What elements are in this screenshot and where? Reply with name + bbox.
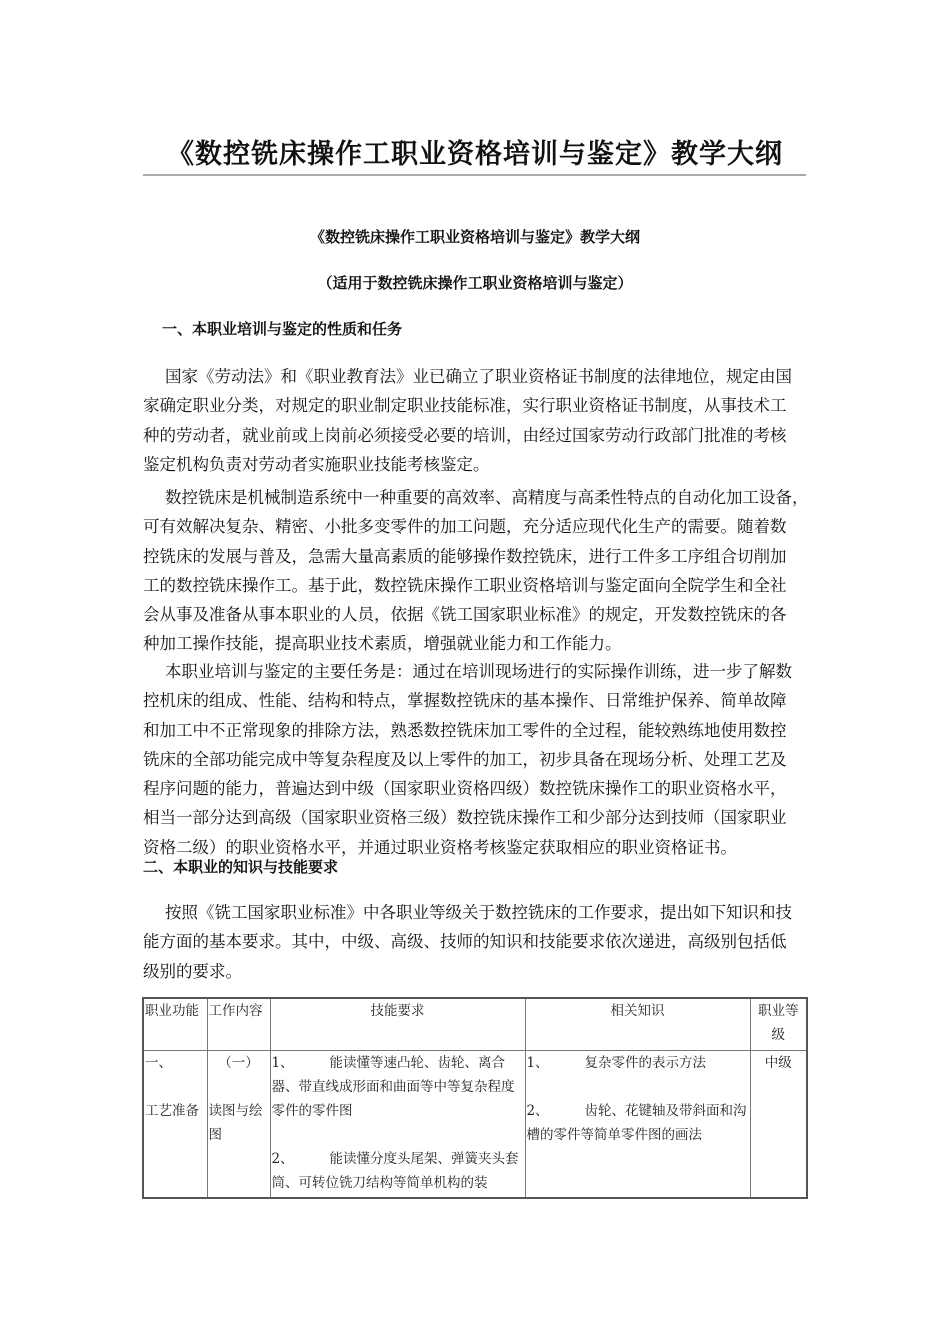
knowledge-item (527, 1099, 749, 1147)
paragraph-1 (143, 362, 813, 479)
text-line: 鉴定机构负责对劳动者实施职业技能考核鉴定。 (143, 454, 490, 474)
title-divider (143, 174, 806, 176)
item-number: 2、 (526, 1102, 549, 1119)
text-line: 铣床的全部功能完成中等复杂程度及以上零件的加工，初步具备在现场分析、处理工艺及 (143, 749, 787, 769)
text-line: 数控铣床是机械制造系统中一种重要的高效率、高精度与高柔性特点的自动化加工设备， (165, 488, 809, 507)
cell-text: 一、 (145, 1054, 172, 1071)
paragraph-4 (143, 898, 813, 986)
knowledge-item (527, 1051, 749, 1075)
header-cell: 职业功能 (143, 998, 207, 1050)
cell-text: 读图与绘图 (208, 1102, 263, 1143)
text-line: 级别的要求。 (143, 961, 242, 981)
text-line: 工的数控铣床操作工。基于此，数控铣床操作工职业资格培训与鉴定面向全院学生和全社 (143, 575, 787, 595)
document-title: 《数控铣床操作工职业资格培训与鉴定》教学大纲 (309, 228, 640, 246)
level-cell: 中级 (750, 1050, 807, 1198)
section-1-heading: 一、本职业培训与鉴定的性质和任务 (162, 320, 403, 338)
text-line: 种的劳动者，就业前或上岗前必须接受必要的培训，由经过国家劳动行政部门批准的考核 (143, 425, 787, 445)
function-cell (143, 1050, 207, 1198)
text-line: 资格二级）的职业资格水平，并通过职业资格考核鉴定获取相应的职业资格证书。 (143, 837, 737, 857)
table-header-row (143, 998, 807, 1050)
cell-text: （一） (218, 1054, 259, 1071)
skill-item (272, 1051, 524, 1123)
paragraph-3 (143, 657, 813, 862)
text-line: 种加工操作技能，提高职业技术素质，增强就业能力和工作能力。 (143, 634, 622, 654)
section-2-heading: 二、本职业的知识与技能要求 (143, 858, 339, 876)
header-cell: 职业等级 (750, 998, 807, 1050)
item-text: 能读懂分度头尾架、弹簧夹头套筒、可转位铣刀结构等简单机构的装 (271, 1150, 519, 1191)
table-row (143, 1050, 807, 1198)
skills-cell (270, 1050, 525, 1198)
knowledge-cell (525, 1050, 750, 1198)
requirements-table (142, 997, 808, 1199)
text-line: 本职业培训与鉴定的主要任务是：通过在培训现场进行的实际操作训练，进一步了解数 (165, 662, 792, 681)
text-line: 能方面的基本要求。其中，中级、高级、技师的知识和技能要求依次递进，高级别包括低 (143, 932, 787, 952)
item-text: 齿轮、花键轴及带斜面和沟槽的零件等简单零件图的画法 (526, 1102, 747, 1143)
header-cell: 相关知识 (525, 998, 750, 1050)
document-subtitle: （适用于数控铣床操作工职业资格培训与鉴定） (317, 274, 633, 292)
cell-text: 工艺准备 (145, 1102, 199, 1119)
header-cell: 技能要求 (270, 998, 525, 1050)
text-line: 和加工中不正常现象的排除方法，熟悉数控铣床加工零件的全过程，能较熟练地使用数控 (143, 720, 787, 740)
item-text: 能读懂等速凸轮、齿轮、离合器、带直线成形面和曲面等中等复杂程度零件的零件图 (271, 1054, 515, 1119)
item-number: 1、 (526, 1054, 549, 1071)
text-line: 家确定职业分类，对规定的职业制定职业技能标准，实行职业资格证书制度，从事技术工 (143, 396, 787, 416)
text-line: 相当一部分达到高级（国家职业资格三级）数控铣床操作工和少部分达到技师（国家职业 (143, 808, 787, 828)
page-title: 《数控铣床操作工职业资格培训与鉴定》教学大纲 (167, 139, 783, 170)
text-line: 程序问题的能力，普遍达到中级（国家职业资格四级）数控铣床操作工的职业资格水平， (143, 779, 787, 799)
header-cell: 工作内容 (207, 998, 270, 1050)
paragraph-2 (143, 483, 813, 659)
text-line: 可有效解决复杂、精密、小批多变零件的加工问题，充分适应现代化生产的需要。随着数 (143, 517, 787, 537)
text-line: 控铣床的发展与普及，急需大量高素质的能够操作数控铣床，进行工件多工序组合切削加 (143, 546, 787, 566)
skill-item (272, 1147, 524, 1195)
text-line: 按照《铣工国家职业标准》中各职业等级关于数控铣床的工作要求，提出如下知识和技 (165, 903, 792, 922)
item-number: 2、 (271, 1150, 294, 1167)
content-cell (207, 1050, 270, 1198)
item-text: 复杂零件的表示方法 (584, 1054, 706, 1071)
text-line: 国家《劳动法》和《职业教育法》业已确立了职业资格证书制度的法律地位，规定由国 (165, 367, 792, 386)
item-number: 1、 (271, 1054, 294, 1071)
text-line: 控机床的组成、性能、结构和特点，掌握数控铣床的基本操作、日常维护保养、简单故障 (143, 691, 787, 711)
text-line: 会从事及准备从事本职业的人员，依据《铣工国家职业标准》的规定，开发数控铣床的各 (143, 605, 787, 625)
